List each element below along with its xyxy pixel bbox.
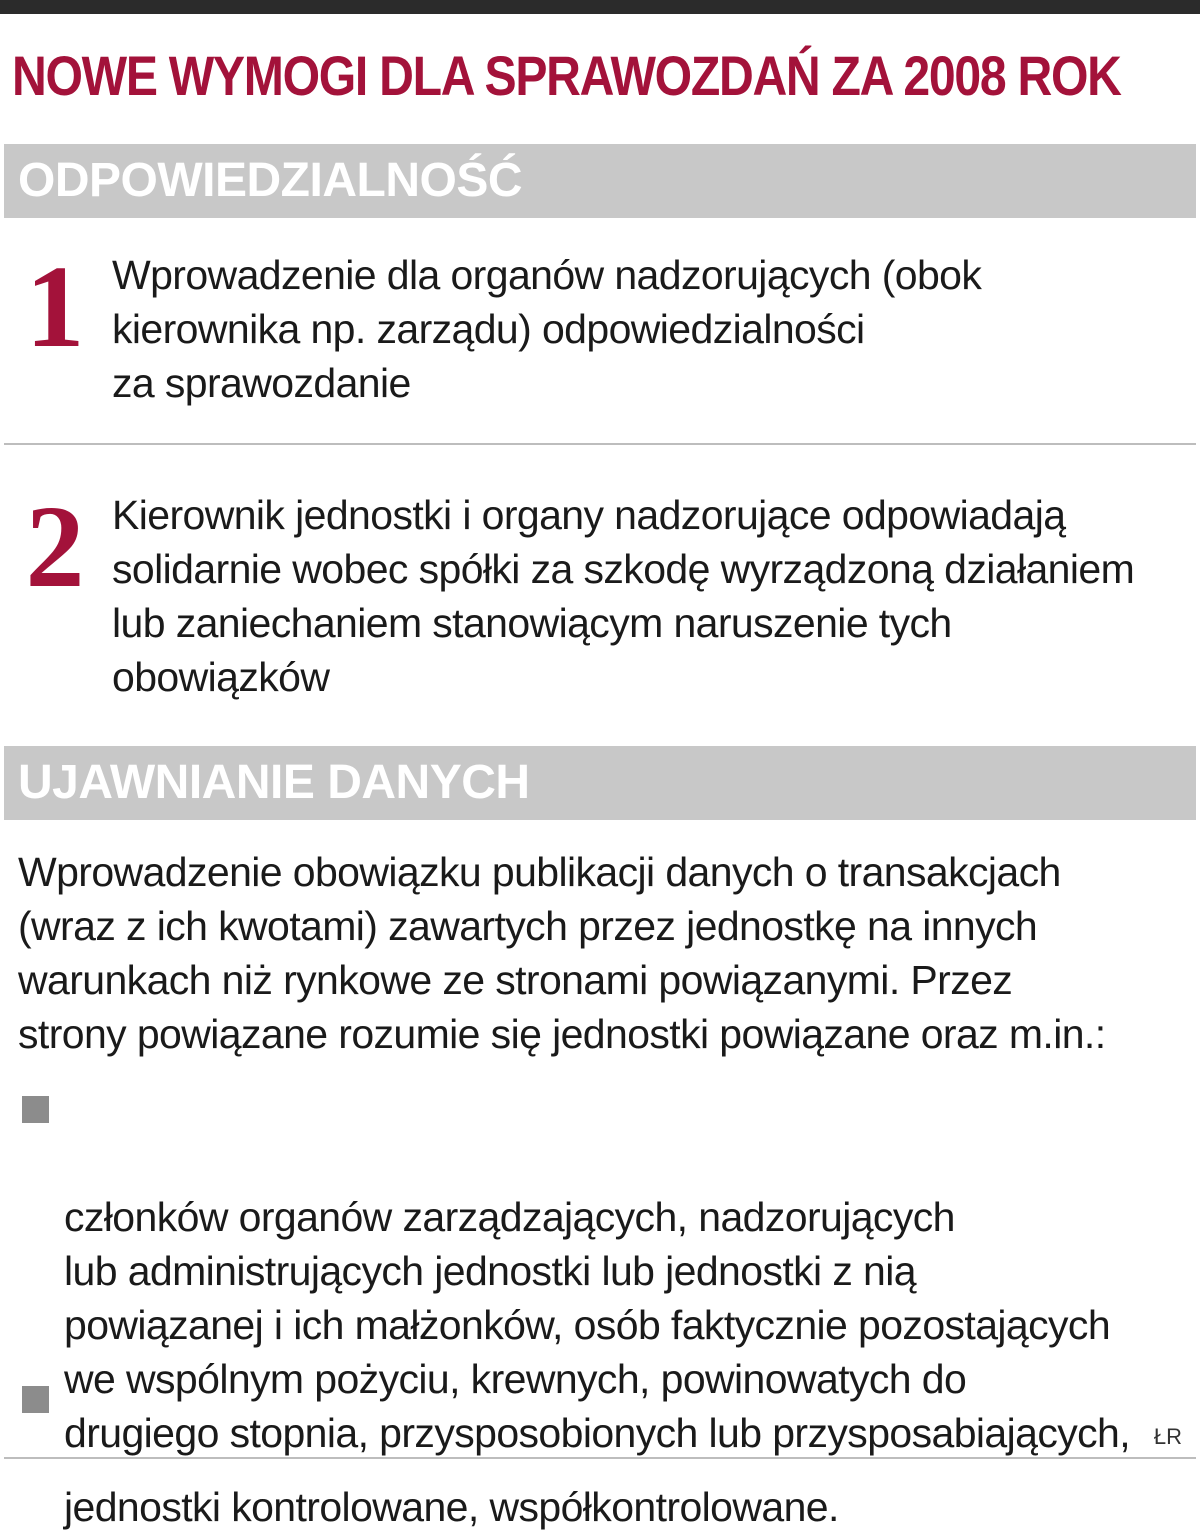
square-bullet-icon: [22, 1096, 49, 1123]
item-text: Wprowadzenie dla organów nadzorujących (obok kierownika np. zarządu) odpowiedzialności za sprawozdanie: [112, 252, 982, 406]
list-item-text: jednostki kontrolowane, współkontrolowane.: [64, 1484, 839, 1530]
intro-paragraph: Wprowadzenie obowiązku publikacji danych o transakcjach (wraz z ich kwotami) zawartych przez jednostkę na innych warunkach niż rynkowe ze stronami powiązanymi. Przez strony powiązane rozumie się jednostki powiązane oraz m.in.:: [18, 849, 1106, 1057]
list-item-text: członków organów zarządzających, nadzorujących lub administrujących jednostki lub jednostki z nią powiązanej i ich małżonków, osób faktycznie pozostających we wspólnym pożyciu, krewnych, powinowatych do drugiego stopnia, przysposobionych lub przysposabiających,: [64, 1194, 1131, 1456]
page-title: NOWE WYMOGI DLA SPRAWOZDAŃ ZA 2008 ROK: [12, 44, 1121, 107]
item-text: Kierownik jednostki i organy nadzorujące odpowiadają solidarnie wobec spółki za szkodę wyrządzoną działaniem lub zaniechaniem stanowiącym naruszenie tych obowiązków: [112, 492, 1135, 700]
source-credit: ŁR: [1153, 1424, 1182, 1449]
divider: [4, 443, 1196, 445]
item-number: 2: [25, 481, 85, 612]
square-bullet-icon: [22, 1386, 49, 1413]
section-heading: UJAWNIANIE DANYCH: [18, 756, 530, 809]
list-item: [18, 1372, 1198, 1534]
top-rule: [0, 0, 1200, 14]
bullet-list: [18, 1372, 1198, 1534]
section-header-odpowiedzialnosc: [4, 144, 1196, 218]
section-heading: ODPOWIEDZIALNOŚĆ: [18, 154, 522, 207]
section-header-ujawnianie-danych: [4, 746, 1196, 820]
bottom-rule: [4, 1457, 1196, 1459]
item-number: 1: [25, 241, 85, 372]
